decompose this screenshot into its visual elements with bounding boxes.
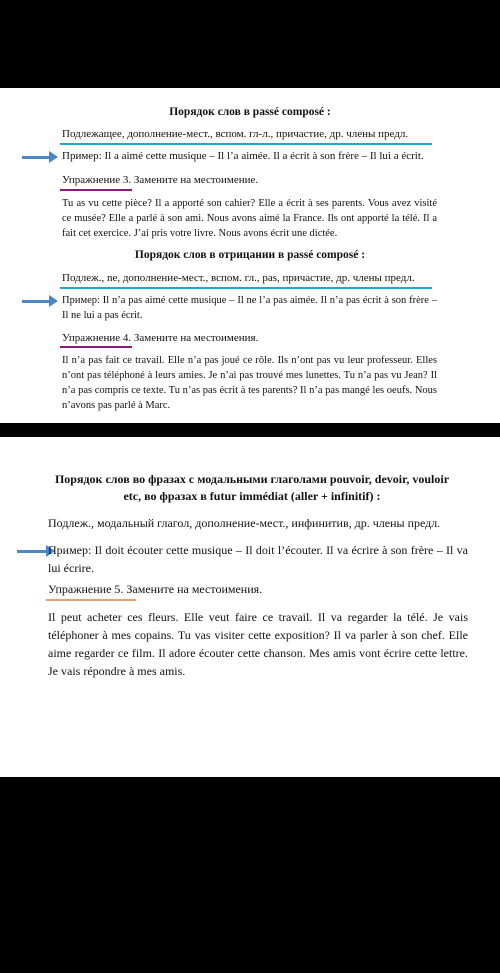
page-title: Порядок слов в passé composé : [169,106,331,118]
exercise-3-heading [62,174,258,186]
rule-text: Подлежащее, дополнение-мест., вспом. гл-л., причастие, др. члены предл. [62,128,409,140]
example-text: Пример: Il a aimé cette musique – Il l’a aimée. Il a écrit à son frère – Il lui a écrit. [62,150,424,162]
exercise-5-text: Il peut acheter ces fleurs. Elle veut faire ce travail. Il va regarder la télé. Je vais téléphoner à mes copains. Tu vas visiter cette exposition? Il va parler à son chef. Elle aime regarder ce film. Il adore écouter cette chanson. Mes amis vont écrire cette lettre. Je vais répondre à mes amis. [48,610,468,678]
page-1 [0,88,500,423]
page-2-title: Порядок слов во фразах с модальными глаголами pouvoir, devoir, vouloir etc, во фразах в futur immédiat (aller + infinitif) : [54,472,450,503]
arrow-icon [17,550,47,553]
section-title-negation: Порядок слов в отрицании в passé composé : [134,249,366,261]
rule-2-underline [60,287,432,289]
example-2-text: Пример: Il n’a pas aimé cette musique – Il ne l’a pas aimée. Il n’a pas écrit à son frère – Il ne lui a pas écrit. [62,295,437,321]
example-3-text: Пример: Il doit écouter cette musique – Il doit l’écouter. Il va écrire à son frère – Il va lui écrire. [48,543,468,575]
page-2 [0,437,500,777]
exercise-3-text: Tu as vu cette pièce? Il a apporté son cahier? Elle a écrit à ses parents. Vous avez visité ce musée? Elle a parlé à son ami. Nous avons aimé la France. Ils ont apporté la télé. Il a fait cet exercice. J’ai pris votre livre. Nous avons écrit une dictée. [62,198,437,239]
exercise-4-task: Замените на местоимения. [133,332,259,344]
exercise-3-underline [60,189,132,191]
rule-3-text: Подлеж., модальный глагол, дополнение-мест., инфинитив, др. члены предл. [48,516,441,530]
exercise-3-task: Замените на местоимение. [133,174,259,186]
exercise-4-label: Упражнение 4. [62,332,132,344]
exercise-5-underline [46,599,136,601]
arrow-icon [22,300,50,303]
exercise-5-heading: Упражнение 5. Замените на местоимения. [48,582,263,596]
arrow-icon [22,156,50,159]
exercise-3-label: Упражнение 3. [62,174,132,186]
exercise-4-heading [62,332,258,344]
exercise-4-text: Il n’a pas fait ce travail. Elle n’a pas joué ce rôle. Ils n’ont pas vu leur professeur. Elles n’ont pas téléphoné à leurs amies. Je n’ai pas trouvé mes lunettes. Tu n’a pas vu Jean? Il n’a pas compris ce texte. Tu n’as pas écrit à tes parents? Il n’a pas mangé les oeufs. Nous n’avons pas parlé à Marc. [62,355,437,411]
rule-underline [60,143,432,145]
exercise-4-underline [60,346,132,348]
rule-2-text: Подлеж., ne, дополнение-мест., вспом. гл., pas, причастие, др. члены предл. [62,272,415,284]
